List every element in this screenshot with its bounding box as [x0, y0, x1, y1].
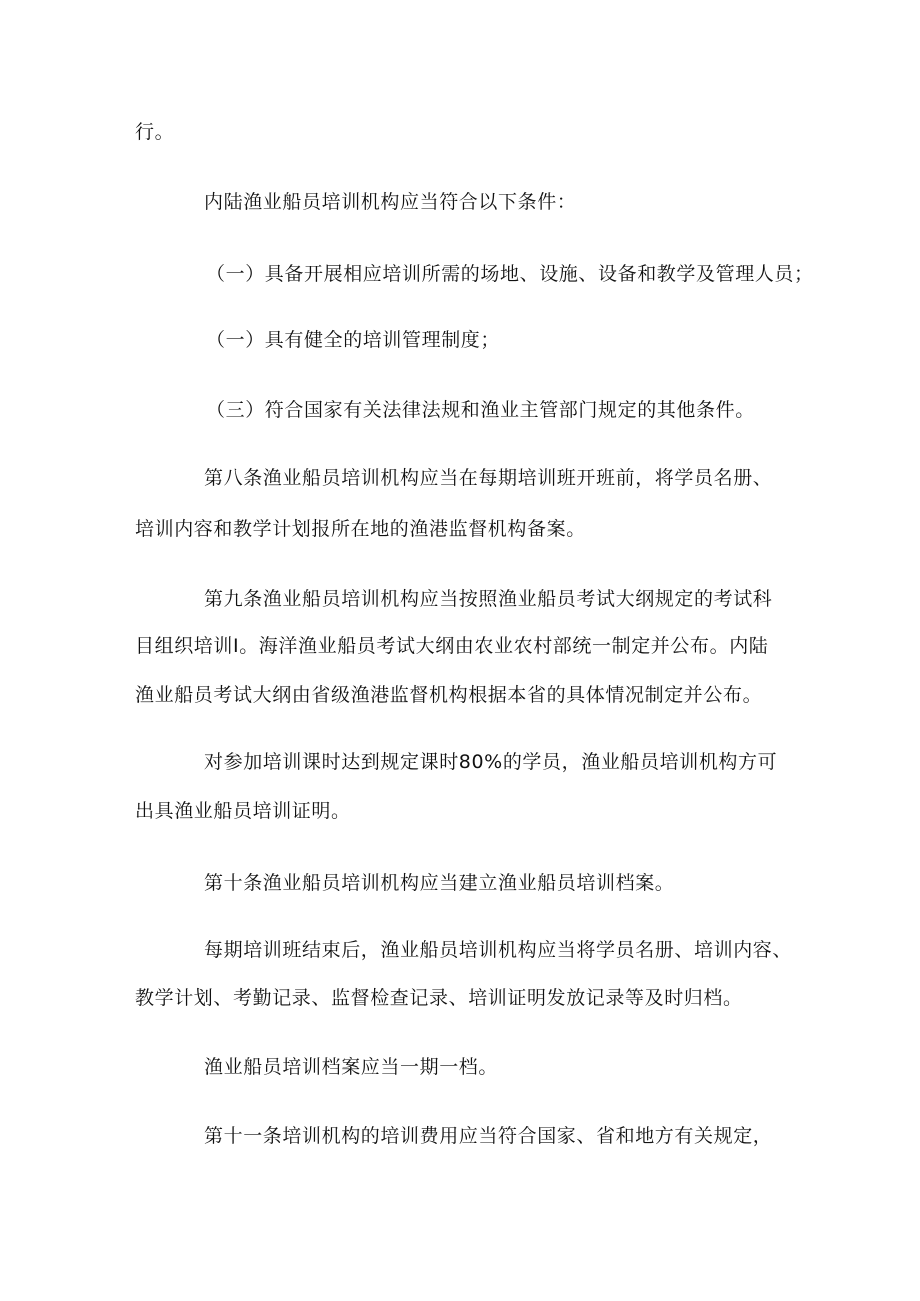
text-line: 第九条渔业船员培训机构应当按照渔业船员考试大纲规定的考试科 [204, 588, 773, 610]
text-line: 第十一条培训机构的培训费用应当符合国家、省和地方有关规定， [204, 1125, 773, 1147]
text-line: 第八条渔业船员培训机构应当在每期培训班开班前，将学员名册、 [204, 467, 773, 489]
text-line: 第十条渔业船员培训机构应当建立渔业船员培训档案。 [204, 872, 675, 894]
list-item: （三）符合国家有关法律法规和渔业主管部门规定的其他条件。 [206, 399, 755, 421]
text-line: 行。 [135, 121, 175, 143]
list-item: （一）具有健全的培训管理制度； [206, 329, 501, 351]
text-line: 出具渔业船员培训证明。 [135, 800, 351, 822]
text-line: 教学计划、考勤记录、监督检查记录、培训证明发放记录等及时归档。 [135, 987, 743, 1009]
text-line: 渔业船员考试大纲由省级渔港监督机构根据本省的具体情况制定并公布。 [135, 684, 763, 706]
text-line: 培训内容和教学计划报所在地的渔港监督机构备案。 [135, 518, 586, 540]
text-line: 渔业船员培训档案应当一期一档。 [204, 1056, 499, 1078]
text-line: 每期培训班结束后，渔业船员培训机构应当将学员名册、培训内容、 [204, 939, 793, 961]
list-item: （一）具备开展相应培训所需的场地、设施、设备和教学及管理人员； [206, 263, 814, 285]
text-line: 目组织培训I。海洋渔业船员考试大纲由农业农村部统一制定并公布。内陆 [135, 635, 769, 657]
text-line: 内陆渔业船员培训机构应当符合以下条件： [204, 191, 577, 213]
text-line: 对参加培训课时达到规定课时80%的学员，渔业船员培训机构方可 [204, 751, 778, 773]
